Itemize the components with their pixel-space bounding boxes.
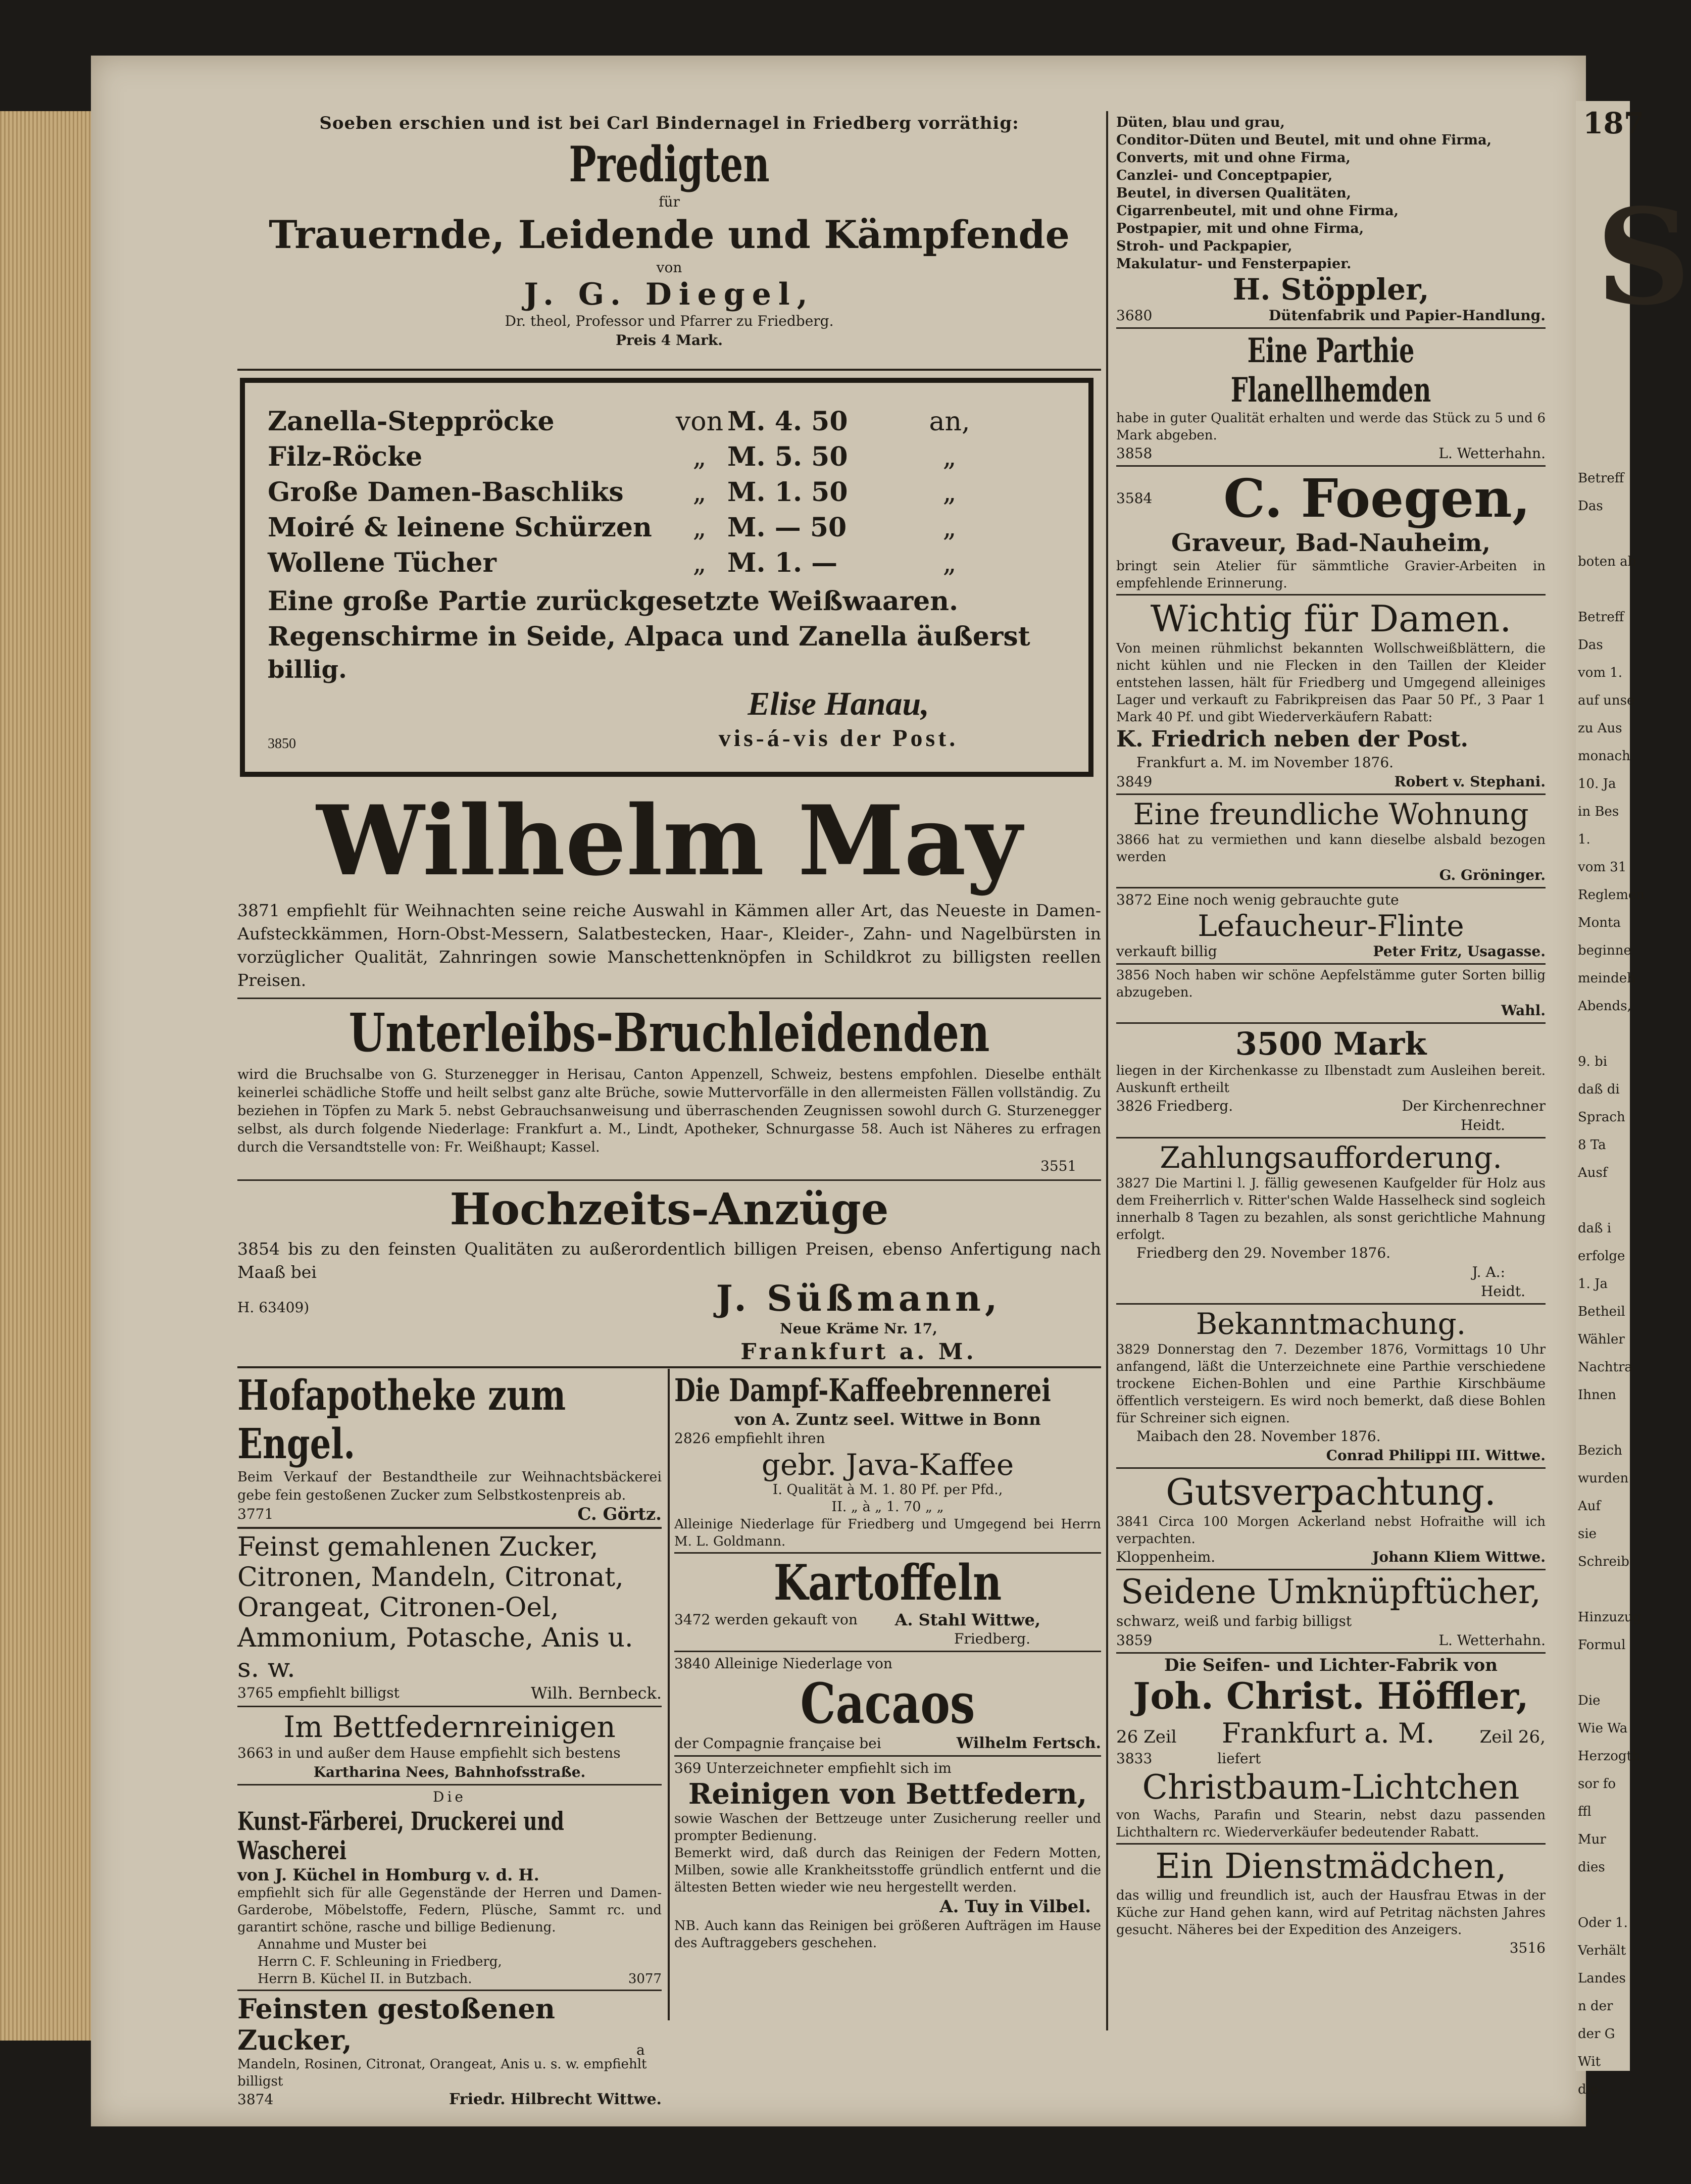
rule bbox=[1116, 887, 1546, 888]
kuechel-von: von J. Küchel in Homburg v. d. H. bbox=[237, 1865, 539, 1884]
foegen-sub: Graveur, Bad-Nauheim, bbox=[1171, 529, 1491, 557]
edge-line: Betreff bbox=[1578, 471, 1624, 486]
rule bbox=[237, 1366, 1101, 1368]
edge-line: Betreff bbox=[1578, 610, 1624, 625]
edge-line: vom 31 bbox=[1578, 860, 1627, 875]
bekannt-name: Conrad Philippi III. Wittwe. bbox=[1326, 1447, 1546, 1464]
bekannt-text: Donnerstag den 7. Dezember 1876, Vormittags 10 Uhr anfangend, läßt die Unterzeichnete eine Parthie verschiedene trockene Eichen-Bohlen und eine Parthie Kirschbäume öffentlich versteigern. Es wird noch bemerkt, daß diese Bohlen für Schreiner sich eignen. bbox=[1116, 1342, 1546, 1426]
hoeffler-city: Frankfurt a. M. bbox=[1221, 1717, 1435, 1749]
edge-line: Abends, bbox=[1578, 999, 1631, 1014]
hanau-item-name: Filz-Röcke bbox=[268, 441, 423, 472]
tuy-title: Reinigen von Bettfedern, bbox=[688, 1777, 1087, 1811]
kuechel-text: empfiehlt sich für alle Gegenstände der Herren und Damen-Garderobe, Möbelstoffe, Federn, Plüsche, Sammt rc. und garantirt schöne, rasche und billige Bedienung. bbox=[237, 1885, 662, 1935]
wahl-text: Noch haben wir schöne Aepfelstämme guter Sorten billig abzugeben. bbox=[1116, 968, 1546, 1000]
hanau-item-suffix: an, bbox=[929, 407, 970, 437]
hofapotheke-num: 3771 bbox=[237, 1506, 274, 1522]
edge-line: ffl bbox=[1578, 1804, 1591, 1819]
hanau-price-row bbox=[268, 545, 1066, 581]
edge-line: Oder 1. bbox=[1578, 1915, 1628, 1930]
hanau-num: 3850 bbox=[268, 736, 296, 752]
edge-line: in Bes bbox=[1578, 804, 1619, 819]
hanau-item-name: Große Damen-Baschliks bbox=[268, 477, 624, 508]
may-title: Wilhelm May bbox=[316, 784, 1022, 897]
hoeffler-sub: liefert bbox=[1217, 1750, 1261, 1767]
dienst-title: Ein Dienstmädchen, bbox=[1155, 1847, 1507, 1887]
kuechel-title: Kunst-Färberei, Druckerei und Wascherei bbox=[237, 1806, 564, 1865]
kartoffeln-place: Friedberg. bbox=[954, 1630, 1030, 1647]
kuechel-line2: Herrn C. F. Schleuning in Friedberg, bbox=[258, 1954, 502, 1969]
rule bbox=[237, 998, 1101, 999]
may-text bbox=[237, 899, 1101, 992]
zahlung-date: Friedberg den 29. November 1876. bbox=[1136, 1245, 1391, 1261]
hilbrecht-name: Friedr. Hilbrecht Wittwe. bbox=[449, 2091, 662, 2108]
damen-num: 3849 bbox=[1116, 773, 1153, 790]
edge-line bbox=[1578, 1576, 1645, 1604]
damen-date: Frankfurt a. M. im November 1876. bbox=[1136, 754, 1394, 771]
folio-mark: a bbox=[636, 2042, 645, 2058]
hanau-item-suffix: „ bbox=[942, 477, 957, 508]
mark-title: 3500 Mark bbox=[1235, 1025, 1427, 1062]
edge-line: 1. Ja bbox=[1578, 1276, 1608, 1292]
edge-line: sor fo bbox=[1578, 1776, 1616, 1792]
hanau-item-prefix: „ bbox=[692, 442, 707, 472]
edge-line: Das bbox=[1578, 499, 1603, 514]
hanau-name: Elise Hanau, bbox=[748, 685, 929, 722]
wohnung-num: 3866 bbox=[1116, 832, 1150, 848]
hanau-price-row bbox=[268, 439, 1066, 475]
hilbrecht-num: 3874 bbox=[237, 2091, 274, 2108]
wahl-name: Wahl. bbox=[1501, 1002, 1546, 1019]
hanau-item-price: M. 1. 50 bbox=[727, 477, 848, 508]
hilbrecht-title: Feinsten gestoßenen Zucker, bbox=[237, 1993, 556, 2056]
may-body: empfiehlt für Weihnachten seine reiche Auswahl in Kämmen aller Art, das Neueste in Damen-Aufsteckkämmen, Horn-Obst-Messern, Salatbestecken, Haar-, Kleider-, Zahn- und Nagelbürsten in vorzüglicher Qualität, Zahnringen sowie Manschettenknöpfen in Schildkrot zu billigsten reellen Preisen. bbox=[237, 901, 1101, 990]
hofapotheke-text: Beim Verkauf der Bestandtheile zur Weihnachtsbäckerei gebe fein gestoßenen Zucker zum Selbstkostenpreis ab. bbox=[237, 1469, 662, 1503]
rule bbox=[1116, 1303, 1546, 1305]
edge-text bbox=[1578, 465, 1645, 2104]
rule bbox=[1116, 1569, 1546, 1570]
hanau-price-row bbox=[268, 404, 1066, 439]
rule bbox=[1116, 1022, 1546, 1024]
kartoffeln-num: 3472 bbox=[674, 1611, 711, 1628]
rule bbox=[237, 1179, 1101, 1181]
zahlung-num: 3827 bbox=[1116, 1176, 1150, 1191]
rule bbox=[1116, 793, 1546, 795]
cacaos-title: Cacaos bbox=[800, 1671, 975, 1736]
kaffee-q1: I. Qualität à M. 1. 80 Pf. per Pfd., bbox=[772, 1482, 1003, 1498]
rule bbox=[1116, 963, 1546, 965]
edge-line bbox=[1578, 1187, 1645, 1215]
bindernagel-von: von bbox=[656, 259, 682, 276]
stoeppler-line: Stroh- und Packpapier, bbox=[1116, 238, 1292, 254]
rule bbox=[1116, 465, 1546, 467]
foegen-num: 3584 bbox=[1116, 490, 1153, 507]
bindernagel-author-info: Dr. theol, Professor und Pfarrer zu Friedberg. bbox=[505, 313, 834, 329]
flanell-text: habe in guter Qualität erhalten und werde das Stück zu 5 und 6 Mark abgeben. bbox=[1116, 411, 1546, 443]
edge-line: Das bbox=[1578, 637, 1603, 653]
suessmann-name: J. Süßmann, bbox=[716, 1277, 1002, 1319]
edge-line bbox=[1578, 1020, 1645, 1048]
tuy-name: A. Tuy in Vilbel. bbox=[939, 1897, 1091, 1917]
initial-letter: S bbox=[1596, 180, 1691, 334]
bettfedern-num: 3663 bbox=[237, 1745, 274, 1761]
edge-line: 9. bi bbox=[1578, 1054, 1608, 1069]
cacaos-company: der Compagnie française bei bbox=[674, 1735, 881, 1752]
mark-text: liegen in der Kirchenkasse zu Ilbenstadt zum Ausleihen bereit. Auskunft ertheilt bbox=[1116, 1063, 1546, 1096]
flinte-intro: Eine noch wenig gebrauchte gute bbox=[1157, 891, 1399, 908]
damen-name2: Robert v. Stephani. bbox=[1394, 773, 1546, 790]
flinte-name: Peter Fritz, Usagasse. bbox=[1373, 943, 1546, 960]
edge-line: Wähler bbox=[1578, 1332, 1625, 1347]
bekannt-date: Maibach den 28. November 1876. bbox=[1136, 1428, 1381, 1445]
hanau-item-price: M. — 50 bbox=[727, 512, 847, 543]
kaffee-title: Die Dampf-Kaffeebrennerei bbox=[674, 1372, 1051, 1409]
edge-line: Ihnen bbox=[1578, 1387, 1616, 1403]
edge-line: Sprach bbox=[1578, 1110, 1625, 1125]
hofapotheke-title: Hofapotheke zum Engel. bbox=[237, 1371, 566, 1468]
bernbeck-num: 3765 bbox=[237, 1684, 274, 1701]
flinte-num: 3872 bbox=[1116, 891, 1153, 908]
kaffee-text: Alleinige Niederlage für Friedberg und Umgegend bei Herrn M. L. Goldmann. bbox=[674, 1517, 1101, 1549]
rule bbox=[237, 1784, 662, 1785]
hanau-item-price: M. 4. 50 bbox=[727, 406, 848, 437]
edge-line: sie bbox=[1578, 1526, 1597, 1542]
foegen-name: C. Foegen, bbox=[1223, 467, 1530, 529]
edge-line: monach bbox=[1578, 749, 1630, 764]
seide-text: schwarz, weiß und farbig billigst bbox=[1116, 1613, 1352, 1629]
kaffee-num: 2826 bbox=[674, 1430, 711, 1447]
guts-title: Gutsverpachtung. bbox=[1166, 1471, 1496, 1513]
edge-line: Ausf bbox=[1578, 1165, 1608, 1180]
edge-line: Die bbox=[1578, 1693, 1601, 1708]
guts-num: 3841 bbox=[1116, 1514, 1150, 1529]
hanau-item-prefix: von bbox=[675, 407, 724, 437]
hilbrecht-text: Mandeln, Rosinen, Citronat, Orangeat, Anis u. s. w. empfiehlt billigst bbox=[237, 2057, 647, 2089]
bettfedern-title: Im Bettfedernreinigen bbox=[283, 1710, 616, 1744]
stoeppler-line: Düten, blau und grau, bbox=[1116, 115, 1285, 130]
hanau-line2: Regenschirme in Seide, Alpaca und Zanella äußerst bbox=[268, 621, 1030, 652]
column-rule bbox=[1106, 111, 1108, 2030]
rule bbox=[1116, 1137, 1546, 1138]
edge-line: daß di bbox=[1578, 1082, 1620, 1097]
cacaos-num: 3840 bbox=[674, 1655, 711, 1672]
stoeppler-line: Converts, mit und ohne Firma, bbox=[1116, 150, 1351, 166]
kaffee-q2: II. „ à „ 1. 70 „ „ bbox=[831, 1499, 944, 1515]
predigten-title: Predigten bbox=[569, 136, 770, 193]
kaffee-von: von A. Zuntz seel. Wittwe in Bonn bbox=[734, 1410, 1041, 1429]
dienst-text: das willig und freundlich ist, auch der Hausfrau Etwas in der Küche zur Hand gehen kann, wird auf Petritag nächsten Jahres gesucht. Näheres bei der Expedition des Anzeigers. bbox=[1116, 1888, 1546, 1938]
seide-num: 3859 bbox=[1116, 1632, 1153, 1649]
edge-line: Bezich bbox=[1578, 1443, 1622, 1458]
hanau-item-suffix: „ bbox=[942, 442, 957, 472]
edge-line: der G bbox=[1578, 2026, 1615, 2042]
stoeppler-line: Cigarrenbeutel, mit und ohne Firma, bbox=[1116, 203, 1399, 219]
stoeppler-line: Beutel, in diversen Qualitäten, bbox=[1116, 185, 1352, 201]
hanau-item-prefix: „ bbox=[692, 513, 707, 543]
damen-title: Wichtig für Damen. bbox=[1150, 598, 1512, 640]
flinte-title: Lefaucheur-Flinte bbox=[1198, 909, 1464, 943]
hoeffler-intro: Die Seifen- und Lichter-Fabrik von bbox=[1164, 1655, 1498, 1675]
stoeppler-line: Canzlei- und Conceptpapier, bbox=[1116, 168, 1333, 183]
hoeffler-zeil2: Zeil 26, bbox=[1479, 1727, 1546, 1747]
bernbeck-name: Wilh. Bernbeck. bbox=[530, 1683, 662, 1703]
edge-line: Wie Wa bbox=[1578, 1721, 1628, 1736]
edge-line: auf unse bbox=[1578, 693, 1635, 708]
rule bbox=[237, 1706, 662, 1707]
stoeppler-line: Postpapier, mit und ohne Firma, bbox=[1116, 221, 1364, 236]
hanau-item-name: Wollene Tücher bbox=[268, 548, 496, 578]
flinte-text: verkauft billig bbox=[1116, 943, 1217, 960]
rule bbox=[1116, 594, 1546, 595]
bruch-title: Unterleibs-Bruchleidenden bbox=[349, 1002, 990, 1064]
seide-title: Seidene Umknüpftücher, bbox=[1121, 1572, 1541, 1611]
bernbeck-sub: empfiehlt billigst bbox=[278, 1684, 400, 1701]
cacaos-text: Alleinige Niederlage von bbox=[715, 1655, 892, 1672]
kuechel-line3: Herrn B. Küchel II. in Butzbach. bbox=[258, 1971, 472, 1987]
bruch-num: 3551 bbox=[1040, 1158, 1077, 1174]
edge-line: Mur bbox=[1578, 1832, 1606, 1847]
mark-num: 3826 bbox=[1116, 1098, 1153, 1114]
edge-line: Wit bbox=[1578, 2054, 1601, 2069]
may-num: 3871 bbox=[237, 901, 280, 920]
edge-line: Reglemen bbox=[1578, 887, 1645, 903]
hoeffler-title: Christbaum-Lichtchen bbox=[1142, 1768, 1520, 1807]
damen-name: K. Friedrich neben der Post. bbox=[1116, 726, 1468, 752]
suessmann-addr1: Neue Kräme Nr. 17, bbox=[780, 1320, 937, 1337]
wohnung-name: G. Gröninger. bbox=[1439, 867, 1546, 883]
edge-line bbox=[1578, 1881, 1645, 1909]
edge-line: wurden bbox=[1578, 1471, 1629, 1486]
hofapotheke-name: C. Görtz. bbox=[577, 1504, 662, 1524]
rule bbox=[1116, 1843, 1546, 1845]
mark-place: Friedberg. bbox=[1157, 1098, 1233, 1114]
hanau-item-price: M. 5. 50 bbox=[727, 441, 848, 472]
hochzeit-body: bis zu den feinsten Qualitäten zu außerordentlich billigen Preisen, ebenso Anfertigung nach Maaß bei bbox=[237, 1239, 1101, 1282]
zahlung-text: Die Martini l. J. fällig gewesenen Kaufgelder für Holz aus dem Freiherrlich v. Ritter'schen Walde Hasselheck sind sogleich innerhalb 8 Tagen zu bezahlen, als sonst gerichtliche Mahnung erfolgt. bbox=[1116, 1176, 1546, 1243]
bindernagel-price: Preis 4 Mark. bbox=[615, 332, 723, 349]
bindernagel-author: J. G. Diegel, bbox=[524, 277, 815, 312]
bindernagel-subtitle: Trauernde, Leidende und Kämpfende bbox=[269, 212, 1070, 257]
stoeppler-list bbox=[1116, 114, 1546, 273]
column-rule bbox=[668, 1369, 670, 2020]
edge-line: zu Aus bbox=[1578, 721, 1622, 736]
flanell-name: L. Wetterhahn. bbox=[1438, 445, 1546, 462]
hoeffler-name: Joh. Christ. Höffler, bbox=[1133, 1674, 1529, 1717]
edge-line: meindeh bbox=[1578, 971, 1635, 986]
bettfedern-name: Kartharina Nees, Bahnhofsstraße. bbox=[313, 1764, 586, 1780]
edge-line: dies bbox=[1578, 1860, 1605, 1875]
rule bbox=[1116, 1652, 1546, 1654]
guts-place: Kloppenheim. bbox=[1116, 1549, 1216, 1565]
rule bbox=[674, 1755, 1101, 1757]
edge-line bbox=[1578, 1409, 1645, 1437]
foegen-text: bringt sein Atelier für sämmtliche Gravier-Arbeiten in empfehlende Erinnerung. bbox=[1116, 559, 1546, 591]
stoeppler-line: Conditor-Düten und Beutel, mit und ohne Firma, bbox=[1116, 132, 1491, 148]
edge-line: beginne bbox=[1578, 943, 1631, 958]
kuechel-die: Die bbox=[433, 1789, 466, 1805]
zahlung-sign1: J. A.: bbox=[1472, 1264, 1505, 1280]
stoeppler-sub: Dütenfabrik und Papier-Handlung. bbox=[1268, 307, 1546, 324]
hanau-item-name: Zanella-Steppröcke bbox=[268, 406, 555, 437]
wohnung-title: Eine freundliche Wohnung bbox=[1133, 797, 1529, 831]
suessmann-block bbox=[631, 1278, 1086, 1366]
tuy-text: sowie Waschen der Bettzeuge unter Zusicherung reeller und prompter Bedienung. bbox=[674, 1811, 1101, 1844]
flanell-num: 3858 bbox=[1116, 445, 1153, 462]
stoeppler-num: 3680 bbox=[1116, 307, 1153, 324]
hanau-address: vis-á-vis der Post. bbox=[718, 725, 959, 752]
hoeffler-text: von Wachs, Parafin und Stearin, nebst dazu passenden Lichthaltern rc. Wiederverkäufer bedeutender Rabatt. bbox=[1116, 1808, 1546, 1840]
hanau-price-row bbox=[268, 475, 1066, 510]
edge-line: boten ab bbox=[1578, 554, 1636, 569]
hanau-line3: billig. bbox=[268, 656, 347, 684]
edge-line: Formul bbox=[1578, 1637, 1626, 1653]
stoeppler-name: H. Stöppler, bbox=[1232, 272, 1429, 307]
tuy-num: 369 bbox=[674, 1760, 702, 1776]
guts-text: Circa 100 Morgen Ackerland nebst Hofraithe will ich verpachten. bbox=[1116, 1514, 1546, 1547]
edge-line: Monta bbox=[1578, 915, 1621, 930]
edge-line: Landes bbox=[1578, 1971, 1626, 1986]
mark-role: Der Kirchenrechner bbox=[1402, 1098, 1546, 1114]
kuechel-line1: Annahme und Muster bei bbox=[258, 1937, 427, 1952]
rule bbox=[674, 1552, 1101, 1554]
tuy-intro: Unterzeichneter empfiehlt sich im bbox=[706, 1760, 952, 1776]
edge-line: die bbox=[1578, 2082, 1599, 2097]
edge-line: daß i bbox=[1578, 1221, 1612, 1236]
kartoffeln-name: A. Stahl Wittwe, bbox=[894, 1610, 1040, 1629]
edge-line: 1. bbox=[1578, 832, 1590, 847]
book-edge bbox=[0, 111, 101, 2041]
rule bbox=[1116, 327, 1546, 329]
kaffee-sub: empfiehlt ihren bbox=[715, 1430, 825, 1447]
edge-line: Herzogth bbox=[1578, 1749, 1640, 1764]
hochzeit-num: 3854 bbox=[237, 1239, 280, 1259]
edge-line: Verhält bbox=[1578, 1943, 1626, 1958]
edge-line: n der bbox=[1578, 1999, 1613, 2014]
edge-line: Auf bbox=[1578, 1499, 1601, 1514]
edge-line bbox=[1578, 1659, 1645, 1687]
zahlung-sign2: Heidt. bbox=[1480, 1283, 1525, 1300]
edge-line: erfolge bbox=[1578, 1249, 1625, 1264]
edge-line bbox=[1578, 576, 1645, 604]
bernbeck-text: Feinst gemahlenen Zucker, Citronen, Mandeln, Citronat, Orangeat, Citronen-Oel, Ammonium, Potasche, Anis u. s. w. bbox=[237, 1532, 633, 1683]
tuy-nb: NB. Auch kann das Reinigen bei größeren Aufträgen im Hause des Auftraggebers geschehen. bbox=[674, 1918, 1101, 1951]
hanau-item-suffix: „ bbox=[942, 513, 957, 543]
hoeffler-zeil1: 26 Zeil bbox=[1116, 1727, 1177, 1747]
rule bbox=[237, 1527, 662, 1529]
zahlung-title: Zahlungsaufforderung. bbox=[1160, 1140, 1502, 1175]
adjacent-page bbox=[1576, 101, 1691, 2097]
wahl-num: 3856 bbox=[1116, 968, 1150, 983]
flanell-title: Eine Parthie Flanellhemden bbox=[1230, 331, 1431, 410]
cacaos-name: Wilhelm Fertsch. bbox=[956, 1734, 1101, 1752]
bekannt-num: 3829 bbox=[1116, 1342, 1150, 1357]
hochzeit-code: H. 63409) bbox=[237, 1299, 310, 1316]
edge-line: vom 1. bbox=[1578, 665, 1623, 680]
bindernagel-intro: Soeben erschien und ist bei Carl Bindernagel in Friedberg vorräthig: bbox=[319, 113, 1019, 133]
edge-line: Nachtra bbox=[1578, 1360, 1632, 1375]
hanau-price-list bbox=[268, 404, 1066, 581]
kartoffeln-text: werden gekauft von bbox=[715, 1611, 858, 1628]
edge-line: Schreib bbox=[1578, 1554, 1629, 1569]
stoeppler-line: Makulatur- und Fensterpapier. bbox=[1116, 256, 1352, 272]
hanau-item-prefix: „ bbox=[692, 477, 707, 508]
wohnung-text: hat zu vermiethen und kann dieselbe alsbald bezogen werden bbox=[1116, 832, 1546, 865]
hochzeit-title: Hochzeits-Anzüge bbox=[450, 1184, 889, 1235]
seide-name: L. Wetterhahn. bbox=[1438, 1632, 1546, 1649]
kartoffeln-title: Kartoffeln bbox=[773, 1554, 1002, 1611]
suessmann-addr2: Frankfurt a. M. bbox=[740, 1339, 977, 1365]
hanau-item-prefix: „ bbox=[692, 548, 707, 578]
kaffee-product: gebr. Java-Kaffee bbox=[761, 1448, 1014, 1482]
hanau-line1: Eine große Partie zurückgesetzte Weißwaaren. bbox=[268, 586, 959, 617]
kuechel-num: 3077 bbox=[628, 1971, 662, 1987]
rule bbox=[237, 1990, 662, 1991]
bruch-text: wird die Bruchsalbe von G. Sturzenegger in Herisau, Canton Appenzell, Schweiz, bestens empfohlen. Dieselbe enthält keinerlei schädliche Stoffe und heilt selbst ganz alte Brüche, sowie Muttervorfälle in den allermeisten Fällen vollständig. Zu beziehen in Töpfen zu Mark 5. nebst Gebrauchsanweisung und überraschenden Zeugnissen sowohl durch G. Sturzenegger selbst, als durch folgende Niederlage: Frankfurt a. M., Lindt, Apotheker, Schnurgasse 58. Auch ist Näheres zu erfragen durch die Versandtstelle von: Fr. Weißhaupt; Kassel. bbox=[237, 1067, 1101, 1155]
hanau-price-row bbox=[268, 510, 1066, 545]
rule bbox=[674, 1651, 1101, 1652]
rule bbox=[1116, 1467, 1546, 1469]
edge-line: Hinzuzug bbox=[1578, 1610, 1642, 1625]
bekannt-title: Bekanntmachung. bbox=[1196, 1307, 1466, 1341]
mark-name: Heidt. bbox=[1460, 1117, 1505, 1133]
dienst-num: 3516 bbox=[1509, 1940, 1546, 1956]
edge-line bbox=[1578, 520, 1645, 548]
right-column bbox=[1116, 114, 1546, 1958]
edge-line: 10. Ja bbox=[1578, 776, 1616, 791]
page-number: 187 bbox=[1583, 106, 1645, 140]
bettfedern-text: in und außer dem Hause empfiehlt sich bestens bbox=[278, 1745, 621, 1761]
rule bbox=[237, 369, 1101, 371]
hanau-item-suffix: „ bbox=[942, 548, 957, 578]
damen-text: Von meinen rühmlichst bekannten Wollschweißblättern, die nicht kühlen und nie Flecken in den Taillen der Kleider entstehen lassen, hält für Friedberg und Umgegend alleiniges Lager und verkauft zu Fabrikpreisen das Paar 50 Pf., 3 Paar 1 Mark 40 Pf. und gibt Wiederverkäufern Rabatt: bbox=[1116, 641, 1546, 725]
tuy-text2: Bemerkt wird, daß durch das Reinigen der Federn Motten, Milben, sowie alle Krankheitsstoffe gründlich entfernt und die ältesten Betten wieder wie neu hergestellt werden. bbox=[674, 1846, 1101, 1895]
edge-line: 8 Ta bbox=[1578, 1137, 1606, 1153]
hanau-item-price: M. 1. — bbox=[727, 548, 838, 578]
hoeffler-num: 3833 bbox=[1116, 1750, 1153, 1767]
guts-name: Johann Kliem Wittwe. bbox=[1372, 1549, 1546, 1565]
edge-line: Betheil bbox=[1578, 1304, 1625, 1319]
hanau-item-name: Moiré & leinene Schürzen bbox=[268, 512, 652, 543]
bindernagel-fuer: für bbox=[659, 193, 680, 210]
